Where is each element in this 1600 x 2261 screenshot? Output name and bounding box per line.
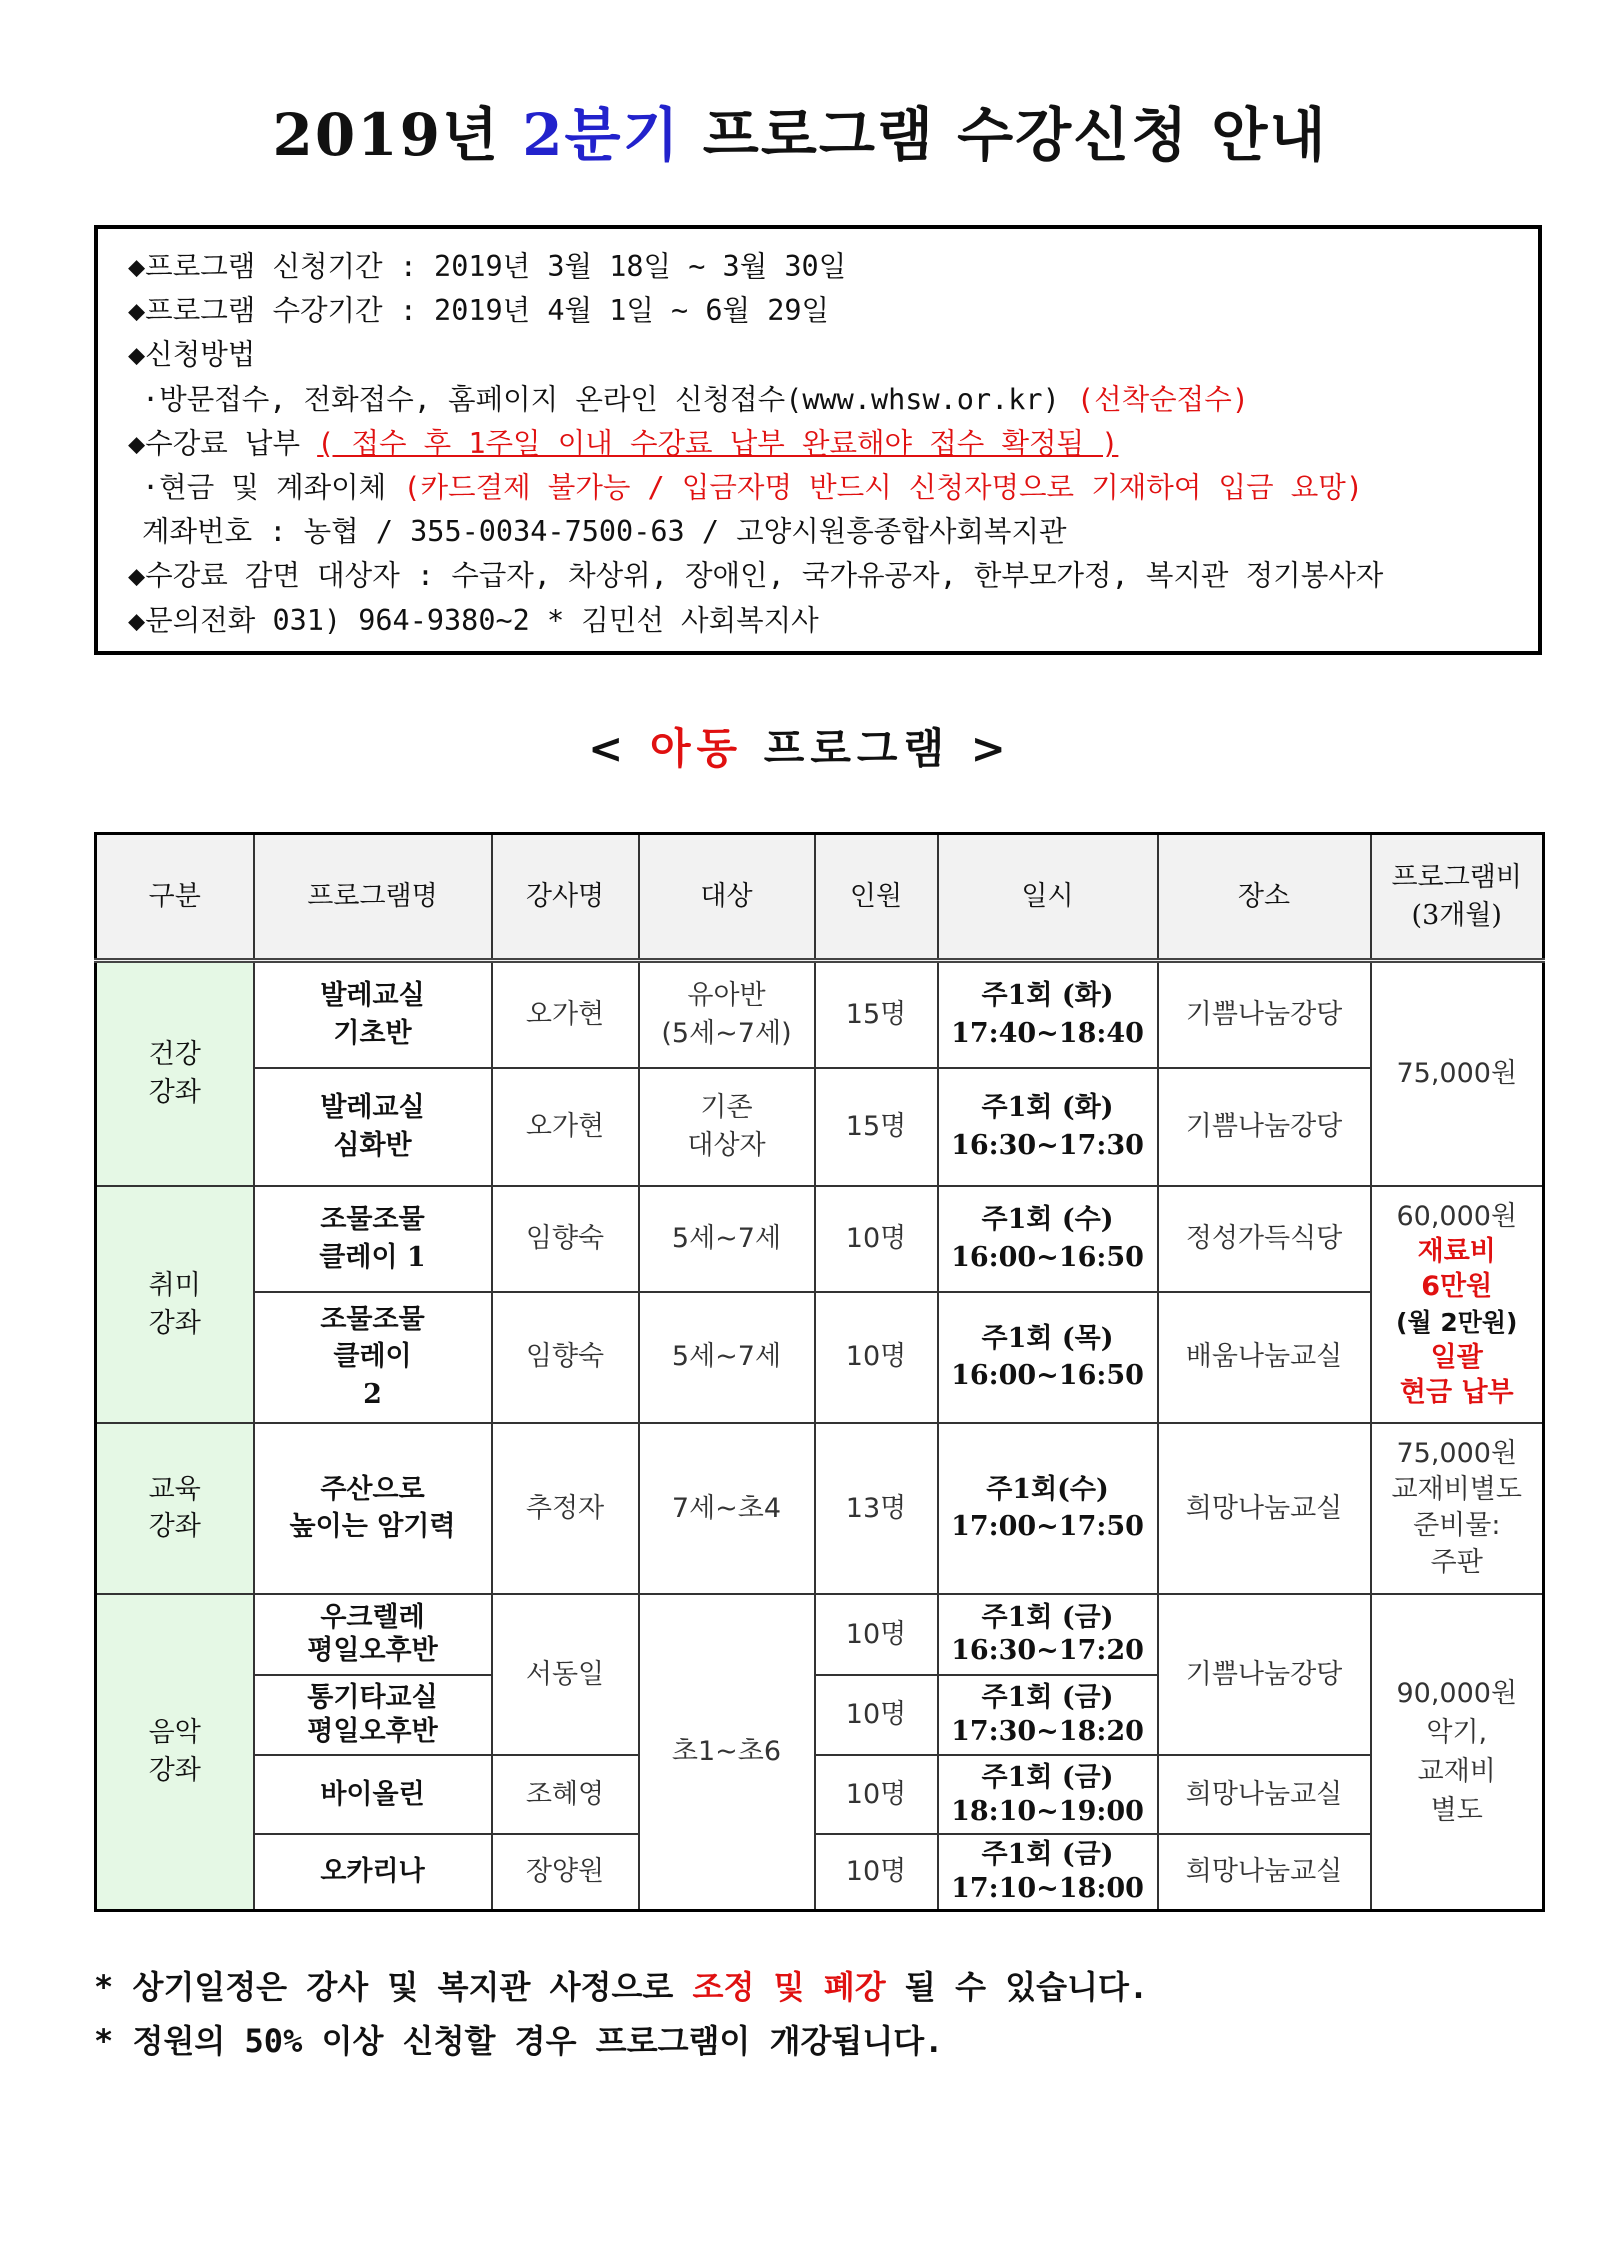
table-row — [96, 961, 1544, 1069]
category-education: 교육 강좌 — [96, 1423, 254, 1594]
schedule: 주1회 (화) 16:30~17:30 — [938, 1068, 1158, 1186]
table-row — [96, 1594, 1544, 1675]
category-hobby: 취미 강좌 — [96, 1186, 254, 1423]
method-text: ·방문접수, 전화접수, 홈페이지 온라인 신청접수(www.whsw.or.kr) (선착순접수) — [142, 382, 1249, 416]
capacity: 10명 — [815, 1186, 938, 1292]
program-table — [94, 832, 1545, 1912]
table-row — [96, 1068, 1544, 1186]
place: 희망나눔교실 — [1158, 1834, 1371, 1911]
schedule: 주1회 (수) 16:00~16:50 — [938, 1186, 1158, 1292]
capacity: 10명 — [815, 1834, 938, 1911]
instructor: 임향숙 — [492, 1292, 639, 1423]
instructor: 임향숙 — [492, 1186, 639, 1292]
instructor: 서동일 — [492, 1594, 639, 1755]
program-name: 조물조물 클레이 1 — [254, 1186, 492, 1292]
program-name: 통기타교실 평일오후반 — [254, 1675, 492, 1756]
header-program: 프로그램명 — [254, 834, 492, 961]
capacity: 13명 — [815, 1423, 938, 1594]
apply-period: ◆프로그램 신청기간 : 2019년 3월 18일 ~ 3월 30일 — [128, 250, 847, 283]
target: 5세~7세 — [639, 1186, 815, 1292]
capacity: 15명 — [815, 1068, 938, 1186]
capacity: 10명 — [815, 1755, 938, 1834]
table-header-row — [96, 834, 1544, 961]
capacity: 10명 — [815, 1594, 938, 1675]
footnote-minimum-enrollment: * 정원의 50% 이상 신청할 경우 프로그램이 개강됩니다. — [94, 2022, 944, 2060]
table-row — [96, 1186, 1544, 1292]
instructor: 오가현 — [492, 961, 639, 1069]
program-name: 주산으로 높이는 암기력 — [254, 1423, 492, 1594]
table-row — [96, 1292, 1544, 1423]
header-place: 장소 — [1158, 834, 1371, 961]
header-schedule: 일시 — [938, 834, 1158, 961]
method-heading: ◆신청방법 — [128, 338, 256, 372]
footnotes — [94, 1960, 1542, 2068]
schedule: 주1회 (화) 17:40~18:40 — [938, 961, 1158, 1069]
instructor: 추정자 — [492, 1423, 639, 1594]
category-health: 건강 강좌 — [96, 961, 254, 1187]
payment-method: ·현금 및 계좌이체 (카드결제 불가능 / 입금자명 반드시 신청자명으로 기재하여 입금 요망) — [142, 470, 1363, 504]
program-name: 발레교실 기초반 — [254, 961, 492, 1069]
discount-targets: ◆수강료 감면 대상자 : 수급자, 차상위, 장애인, 국가유공자, 한부모가정, 복지관 정기봉사자 — [128, 559, 1384, 593]
category-music: 음악 강좌 — [96, 1594, 254, 1910]
target: 5세~7세 — [639, 1292, 815, 1423]
target: 기존 대상자 — [639, 1068, 815, 1186]
capacity: 15명 — [815, 961, 938, 1069]
target: 유아반 (5세~7세) — [639, 961, 815, 1069]
section-title: < 아동 프로그램 > — [588, 724, 1012, 773]
fee: 90,000원 악기, 교재비 별도 — [1371, 1594, 1544, 1910]
fee-payment: ◆수강료 납부 ( 접수 후 1주일 이내 수강료 납부 완료해야 접수 확정됨 ) — [128, 426, 1119, 460]
header-target: 대상 — [639, 834, 815, 961]
target: 7세~초4 — [639, 1423, 815, 1594]
program-name: 조물조물 클레이 2 — [254, 1292, 492, 1423]
schedule: 주1회 (금) 17:10~18:00 — [938, 1834, 1158, 1911]
table-row — [96, 1834, 1544, 1911]
place: 기쁨나눔강당 — [1158, 961, 1371, 1069]
notice-box — [94, 225, 1542, 655]
capacity: 10명 — [815, 1675, 938, 1756]
header-category: 구분 — [96, 834, 254, 961]
page-title: 2019년 2분기 프로그램 수강신청 안내 — [272, 101, 1328, 169]
schedule: 주1회(수) 17:00~17:50 — [938, 1423, 1158, 1594]
course-period: ◆프로그램 수강기간 : 2019년 4월 1일 ~ 6월 29일 — [128, 294, 830, 328]
table-row — [96, 1755, 1544, 1834]
quarter-highlight: 2분기 — [522, 101, 681, 169]
contact-info: ◆문의전화 031) 964-9380~2 * 김민선 사회복지사 — [128, 603, 819, 637]
program-name: 바이올린 — [254, 1755, 492, 1834]
place: 희망나눔교실 — [1158, 1423, 1371, 1594]
place: 기쁨나눔강당 — [1158, 1594, 1371, 1755]
fee: 75,000원 — [1371, 961, 1544, 1187]
program-name: 오카리나 — [254, 1834, 492, 1911]
instructor: 장양원 — [492, 1834, 639, 1911]
program-name: 우크렐레 평일오후반 — [254, 1594, 492, 1675]
instructor: 오가현 — [492, 1068, 639, 1186]
place: 희망나눔교실 — [1158, 1755, 1371, 1834]
program-name: 발레교실 심화반 — [254, 1068, 492, 1186]
schedule: 주1회 (목) 16:00~16:50 — [938, 1292, 1158, 1423]
fee: 75,000원 교재비별도 준비물: 주판 — [1371, 1423, 1544, 1594]
header-capacity: 인원 — [815, 834, 938, 961]
schedule: 주1회 (금) 16:30~17:20 — [938, 1594, 1158, 1675]
account-number: 계좌번호 : 농협 / 355-0034-7500-63 / 고양시원흥종합사회복지관 — [142, 515, 1067, 549]
table-row — [96, 1423, 1544, 1594]
instructor: 조혜영 — [492, 1755, 639, 1834]
target: 초1~초6 — [639, 1594, 815, 1910]
header-instructor: 강사명 — [492, 834, 639, 961]
place: 기쁨나눔강당 — [1158, 1068, 1371, 1186]
capacity: 10명 — [815, 1292, 938, 1423]
place: 정성가득식당 — [1158, 1186, 1371, 1292]
schedule: 주1회 (금) 18:10~19:00 — [938, 1755, 1158, 1834]
place: 배움나눔교실 — [1158, 1292, 1371, 1423]
schedule: 주1회 (금) 17:30~18:20 — [938, 1675, 1158, 1756]
footnote-schedule-change: * 상기일정은 강사 및 복지관 사정으로 조정 및 폐강 될 수 있습니다. — [94, 1968, 1149, 2006]
fee: 60,000원 재료비 6만원 (월 2만원) 일괄 현금 납부 — [1371, 1186, 1544, 1423]
header-fee: 프로그램비 (3개월) — [1371, 834, 1544, 961]
